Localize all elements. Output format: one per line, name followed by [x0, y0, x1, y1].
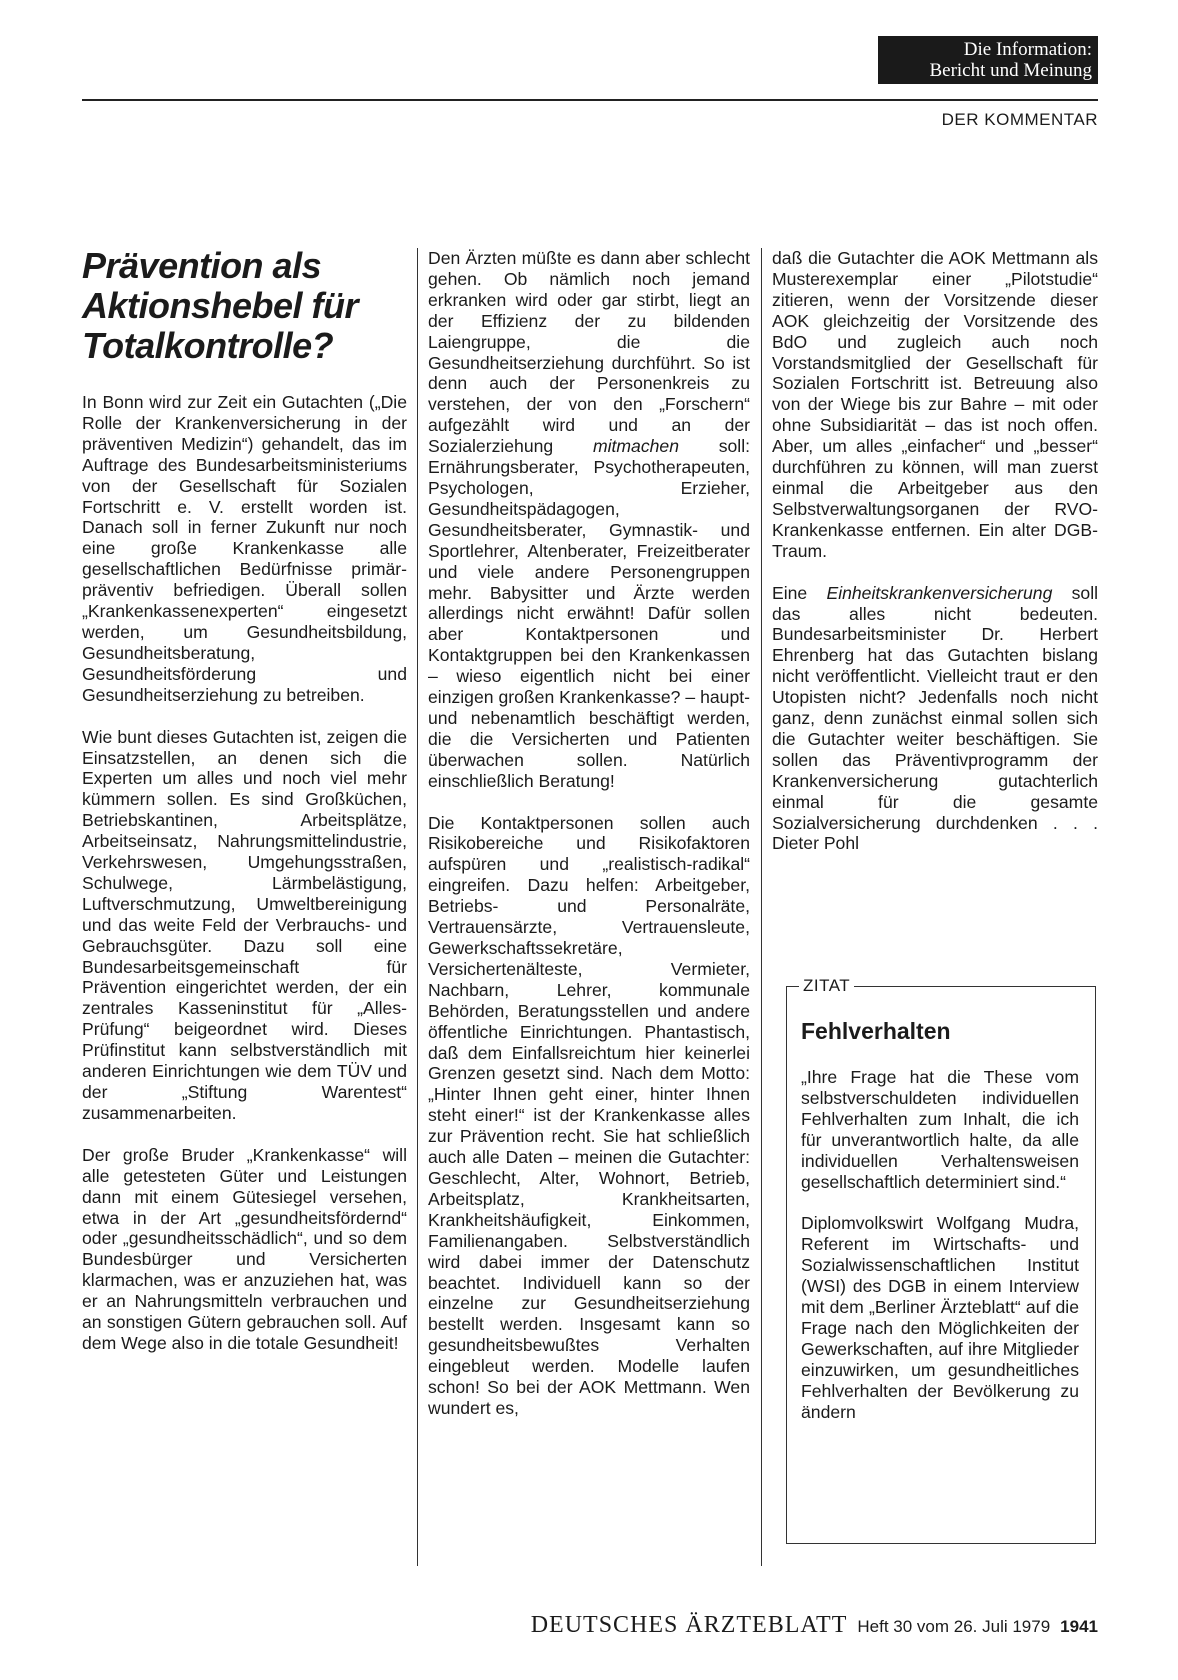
- quote-text: „Ihre Frage hat die These vom selbstverschuldeten individuellen Fehlverhalten zum Inhalt, die ich für unverantwortlich halte, da alle individuellen Verhaltensweisen gesellschaftlich determiniert sind.“: [801, 1067, 1079, 1192]
- quote-source: Diplomvolkswirt Wolfgang Mudra, Referent im Wirtschafts- und Sozialwissenschaftlichen Institut (WSI) des DGB in einem Interview mit dem „Berliner Ärzteblatt“ auf die Frage nach den Möglichkeiten der Gewerkschaften, auf ihre Mitglieder einzuwirken, um gesundheitliches Fehlverhalten der Bevölkerung zu ändern: [801, 1213, 1079, 1422]
- author-name: Dieter Pohl: [772, 833, 860, 854]
- article-paragraph: [772, 583, 1098, 855]
- text-run: soll das alles nicht bedeuten. Bundesarbeitsminister Dr. Herbert Ehrenberg hat das Gutachten bislang nicht veröffentlicht. Vielleicht traut er den Utopisten nicht? Jedenfalls noch nicht ganz, denn zunächst einmal sollen sich die Gutachter weiter beschäftigen. Sie sollen das Präventivprogramm der Krankenversicherung gutachterlich einmal für die gesamte Sozialversicherung durchdenken . . .: [772, 582, 1099, 833]
- quote-box-content: [801, 1017, 1079, 1444]
- quote-box-label: ZITAT: [799, 976, 854, 996]
- article-paragraph: daß die Gutachter die AOK Mettmann als Musterexemplar einer „Pilotstudie“ zitieren, wenn der Vorsitzende dieser AOK gleichzeitig der Vorsitzende des BdO und zugleich auch noch Vorstandsmitglied der Gesellschaft für Sozialen Fortschritt ist. Betreuung also von der Wiege bis zur Bahre – mit oder ohne Subsidiarität – das ist noch offen. Aber, um alles „einfacher“ und „besser“ durchführen zu können, will man zuerst einmal die Arbeitgeber aus den Selbstverwaltungsorganen der RVO-Krankenkasse entfernen. Ein alter DGB-Traum.: [772, 248, 1098, 561]
- article-column-2: [428, 248, 750, 1440]
- article-title: Prävention als Aktionshebel für Totalkontrolle?: [82, 245, 359, 366]
- section-header-box: [878, 36, 1098, 84]
- article-paragraph: [428, 248, 750, 792]
- article-column-3: [772, 248, 1098, 875]
- quote-box: [786, 976, 1096, 1544]
- article-paragraph: Wie bunt dieses Gutachten ist, zeigen die Einsatzstellen, an denen sich die Experten um alles und noch viel mehr kümmern sollen. Es sind Großküchen, Betriebskantinen, Arbeitsplätze, Arbeitseinsatz, Nahrungsmittelindustrie, Verkehrswesen, Umgehungsstraßen, Schulwege, Lärmbelästigung, Luftverschmutzung, Umweltbereinigung und das weite Feld der Verbrauchs- und Gebrauchsgüter. Dazu soll eine Bundesarbeitsgemeinschaft für Prävention eingerichtet werden, der ein zentrales Kasseninstitut für „Alles-Prüfung“ beigeordnet wird. Dieses Prüfinstitut kann selbstverständlich mit anderen Einrichtungen wie dem TÜV und der „Stiftung Warentest“ zusammenarbeiten.: [82, 726, 407, 1123]
- article-paragraph: Der große Bruder „Krankenkasse“ will alle getesteten Güter und Leistungen dann mit einem Gütesiegel versehen, etwa in der Art „gesundheitsfördernd“ oder „gesundheitsschädlich“, und so dem Bundesbürger und Versicherten klarmachen, was er anzuziehen hat, was er an Nahrungsmitteln verbrauchen und an sonstigen Gütern gebrauchen soll. Auf dem Wege also in die totale Gesundheit!: [82, 1144, 407, 1353]
- text-run: Den Ärzten müßte es dann aber schlecht gehen. Ob nämlich noch jemand erkranken wird oder gar stirbt, liegt an der Effizienz der zu bildenden Laiengruppe, die die Gesundheitserziehung durchführt. So ist denn auch der Personenkreis zu verstehen, der von den „Forschern“ aufgezählt wird und an der Sozialerziehung: [428, 248, 750, 457]
- header-box-line1: Die Information:: [963, 39, 1092, 60]
- column-divider: [417, 248, 418, 1566]
- journal-name: DEUTSCHES ÄRZTEBLATT: [530, 1612, 848, 1638]
- section-label: DER KOMMENTAR: [941, 110, 1098, 129]
- page-number: 1941: [1060, 1617, 1098, 1636]
- column-divider: [761, 248, 762, 1566]
- article-paragraph: In Bonn wird zur Zeit ein Gutachten („Die Rolle der Krankenversicherung in der präventiven Medizin“) gehandelt, das im Auftrage des Bundesarbeitsministeriums von der Gesellschaft für Sozialen Fortschritt e. V. erstellt worden ist. Danach soll in ferner Zukunft nur noch eine große Krankenkasse alle gesellschaftlichen Bedürfnisse primär-präventiv befriedigen. Überall sollen „Krankenkassenexperten“ eingesetzt werden, um Gesundheitsbildung, Gesundheitsberatung, Gesundheitsförderung und Gesundheitserziehung zu betreiben.: [82, 392, 407, 705]
- article-paragraph: Die Kontaktpersonen sollen auch Risikobereiche und Risikofaktoren aufspüren und „realistisch-radikal“ eingreifen. Dazu helfen: Arbeitgeber, Betriebs- und Personalräte, Vertrauensärzte, Vertrauensleute, Gewerkschaftssekretäre, Versichertenälteste, Vermieter, Nachbarn, Lehrer, kommunale Behörden, Beratungsstellen und andere öffentliche Einrichtungen. Phantastisch, daß dem Einfallsreichtum hier keinerlei Grenzen gesetzt sind. Nach dem Motto: „Hinter Ihnen geht einer, hinter Ihnen steht einer!“ ist der Krankenkasse alles zur Prävention recht. Sie hat schließlich auch alle Daten – meinen die Gutachter: Geschlecht, Alter, Wohnort, Betrieb, Arbeitsplatz, Krankheitsarten, Krankheitshäufigkeit, Einkommen, Familienangaben. Selbstverständlich wird dabei immer der Datenschutz beachtet. Individuell kann so der einzelne zur Gesundheitserziehung bestellt werden. Insgesamt kann so gesundheitsbewußtes Verhalten eingebleut werden. Modelle laufen schon! So bei der AOK Mettmann. Wen wundert es,: [428, 812, 750, 1418]
- emphasis-text: Einheitskrankenversicherung: [826, 582, 1053, 603]
- header-rule: [82, 99, 1098, 101]
- issue-info: Heft 30 vom 26. Juli 1979: [857, 1617, 1051, 1636]
- text-run: soll: Ernährungsberater, Psychotherapeuten, Psychologen, Erzieher, Gesundheitspädagogen, Gesundheitsberater, Gymnastik- und Sportlehrer, Altenberater, Freizeitberater und viele andere Personengruppen mehr. Babysitter und Ärzte werden allerdings nicht erwähnt! Dafür sollen aber Kontaktpersonen und Kontaktgruppen bei den Krankenkassen – wieso eigentlich nicht bei einer einzigen großen Krankenkasse? – haupt- und nebenamtlich beschäftigt werden, die die Versicherten und Patienten überwachen sollen. Natürlich einschließlich Beratung!: [428, 436, 751, 791]
- page-footer: [480, 1612, 1098, 1639]
- article-column-1: [82, 245, 407, 1375]
- quote-title: Fehlverhalten: [801, 1018, 951, 1044]
- text-run: Eine: [772, 582, 808, 603]
- emphasis-text: mitmachen: [592, 436, 679, 457]
- header-box-line2: Bericht und Meinung: [929, 60, 1092, 81]
